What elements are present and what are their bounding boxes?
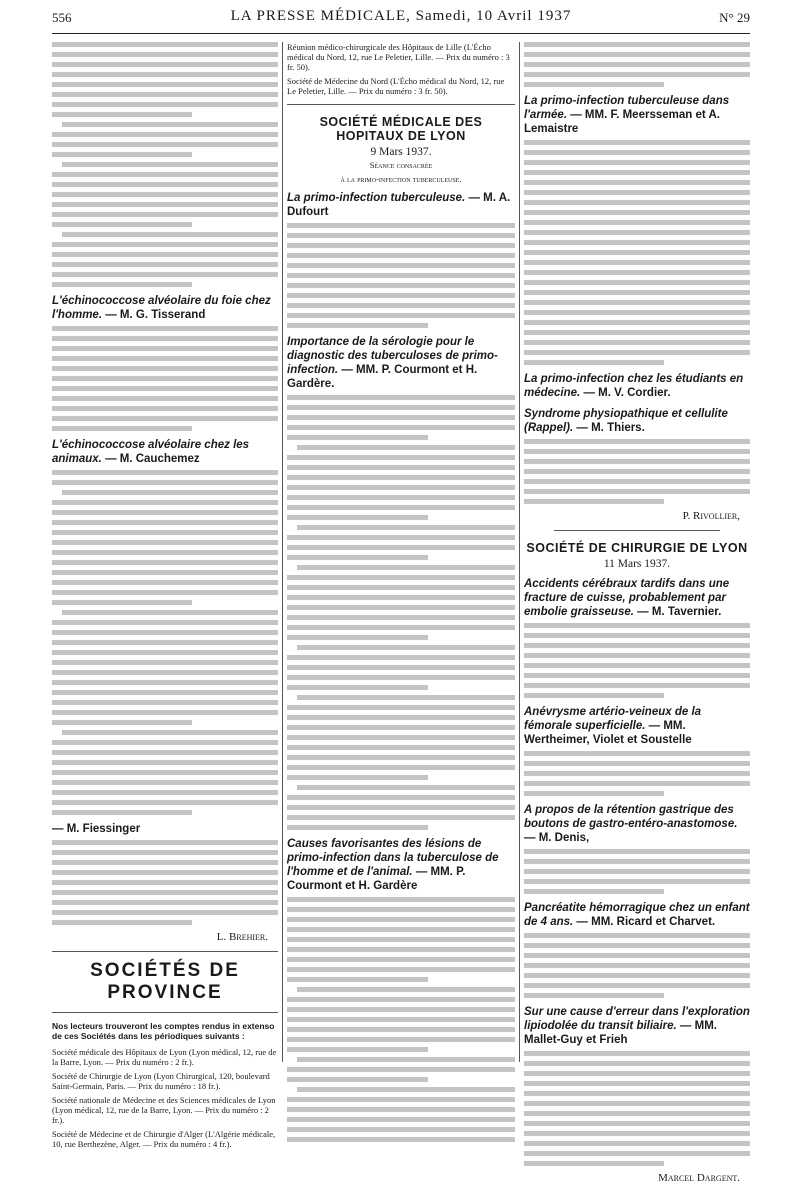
column-middle: [287, 42, 515, 1147]
text-body: [524, 42, 750, 87]
signature: L. Brehier.: [216, 931, 268, 943]
page-number: 556: [52, 10, 72, 25]
section-title: SOCIÉTÉS DE PROVINCE: [90, 960, 240, 1003]
article-authors: — MM. Wertheimer, Violet et Soustelle: [524, 720, 692, 746]
article-heading: Anévrysme artério-veineux de la fémorale superficielle. — MM. Wertheimer, Violet et Soustelle: [524, 706, 702, 746]
article-heading: La primo-infection chez les étudiants en médecine. — M. V. Cordier.: [524, 373, 744, 399]
journal-entry: Société de Médecine du Nord (L'Écho médical du Nord, 12, rue Le Peletier, Lille. — Prix du numéro : 3 fr. 50).: [287, 76, 505, 96]
article-heading: Importance de la sérologie pour le diagnostic des tuberculoses de primo-infection. — MM. P. Courmont et H. Gardère.: [287, 336, 498, 390]
article-heading: Pancréatite hémorragique chez un enfant de 4 ans. — MM. Ricard et Charvet.: [524, 902, 750, 928]
article-authors: — M. G. Tisserand: [105, 309, 206, 321]
article-authors: — MM. P. Courmont et H. Gardère.: [287, 364, 478, 390]
article-heading: Sur une cause d'erreur dans l'exploration lipiodolée du transit biliaire. — MM. Mallet-Guy et Frieh: [524, 1006, 750, 1046]
column-right: [524, 42, 750, 1192]
article-heading: La primo-infection tuberculeuse. — M. A. Dufourt: [287, 192, 511, 218]
text-body: [287, 395, 515, 830]
column-divider: [519, 42, 520, 1062]
text-body: [287, 897, 515, 1142]
article-heading: A propos de la rétention gastrique des boutons de gastro-entéro-anastomose. — M. Denis,: [524, 804, 738, 844]
session-topic: à la primo-infection tuberculeuse.: [340, 174, 462, 184]
article-heading: Syndrome physiopathique et cellulite (Rappel). — M. Thiers.: [524, 408, 728, 434]
journal-entry: Société médicale des Hôpitaux de Lyon (Lyon médical, 12, rue de la Barre, Lyon. — Prix du numéro : 2 fr.).: [52, 1047, 277, 1067]
signature: P. Rivollier,: [682, 510, 740, 522]
journal-entry: Société de Chirurgie de Lyon (Lyon Chirurgical, 120, boulevard Saint-Germain, Paris. — Prix du numéro : 18 fr.).: [52, 1071, 270, 1091]
article-authors: — MM. F. Meersseman et A. Lemaistre: [524, 109, 720, 135]
article-authors: — M. Thiers.: [576, 422, 645, 434]
article-authors: — M. Fiessinger: [52, 823, 141, 835]
text-body: [52, 470, 278, 815]
article-heading: Causes favorisantes des lésions de primo-infection dans la tuberculose de l'homme et de l'animal. — MM. P. Courmont et H. Gardère: [287, 838, 499, 892]
journal-entry: Société de Médecine et de Chirurgie d'Alger (L'Algérie médicale, 10, rue Berthezène, Alger. — Prix du numéro : 4 fr.).: [52, 1129, 276, 1149]
column-divider: [282, 42, 283, 1062]
divider: [52, 951, 278, 952]
text-body: [524, 439, 750, 504]
article-authors: — M. A. Dufourt: [287, 192, 511, 218]
text-body: [52, 326, 278, 431]
article-authors: — MM. P. Courmont et H. Gardère: [287, 866, 466, 892]
article-authors: — MM. Mallet-Guy et Frieh: [524, 1020, 717, 1046]
article-authors: — MM. Ricard et Charvet.: [576, 916, 716, 928]
column-left: [52, 42, 278, 1153]
text-body: [524, 1051, 750, 1166]
divider: [52, 1012, 278, 1013]
text-body: [524, 849, 750, 894]
running-head: [52, 8, 750, 32]
journal-title: LA PRESSE MÉDICALE, Samedi, 10 Avril 1937: [230, 8, 572, 24]
text-body: [524, 751, 750, 796]
article-authors: — M. Tavernier.: [637, 606, 722, 618]
journal-entry: Réunion médico-chirurgicale des Hôpitaux de Lille (L'Écho médical du Nord, 12, rue Le Peletier, Lille. — Prix du numéro : 3 fr. 50).: [287, 42, 510, 72]
divider: [554, 530, 720, 531]
header-rule: [52, 33, 750, 34]
divider: [287, 104, 515, 105]
session-label: Séance consacrée: [369, 160, 433, 170]
intro-note: Nos lecteurs trouveront les comptes rendus in extenso de ces Sociétés dans les périodiques suivants :: [52, 1021, 275, 1041]
article-heading: L'échinococcose alvéolaire du foie chez l'homme. — M. G. Tisserand: [52, 295, 271, 321]
text-body: [524, 623, 750, 698]
issue-number: N° 29: [719, 10, 750, 25]
signature: Marcel Dargent.: [658, 1172, 740, 1184]
text-body: [52, 42, 278, 287]
article-heading: L'échinococcose alvéolaire chez les animaux. — M. Cauchemez: [52, 439, 250, 465]
article-authors: — M. Denis,: [524, 832, 590, 844]
article-heading: [52, 822, 278, 836]
article-authors: — M. V. Cordier.: [583, 387, 671, 399]
session-date: 9 Mars 1937.: [370, 146, 432, 158]
text-body: [524, 933, 750, 998]
article-authors: — M. Cauchemez: [105, 453, 200, 465]
article-heading: La primo-infection tuberculeuse dans l'armée. — MM. F. Meersseman et A. Lemaistre: [524, 95, 730, 135]
society-title: SOCIÉTÉ DE CHIRURGIE DE LYON: [526, 541, 748, 555]
text-body: [52, 840, 278, 925]
session-date: 11 Mars 1937.: [603, 558, 671, 570]
article-heading: Accidents cérébraux tardifs dans une fracture de cuisse, probablement par embolie graisseuse. — M. Tavernier.: [524, 578, 730, 618]
text-body: [287, 223, 515, 328]
society-title: SOCIÉTÉ MÉDICALE DES HOPITAUX DE LYON: [319, 115, 483, 143]
journal-entry: Société nationale de Médecine et des Sciences médicales de Lyon (Lyon médical, 12, rue de la Barre, Lyon. — Prix du numéro : 2 fr.).: [52, 1095, 276, 1125]
text-body: [524, 140, 750, 365]
